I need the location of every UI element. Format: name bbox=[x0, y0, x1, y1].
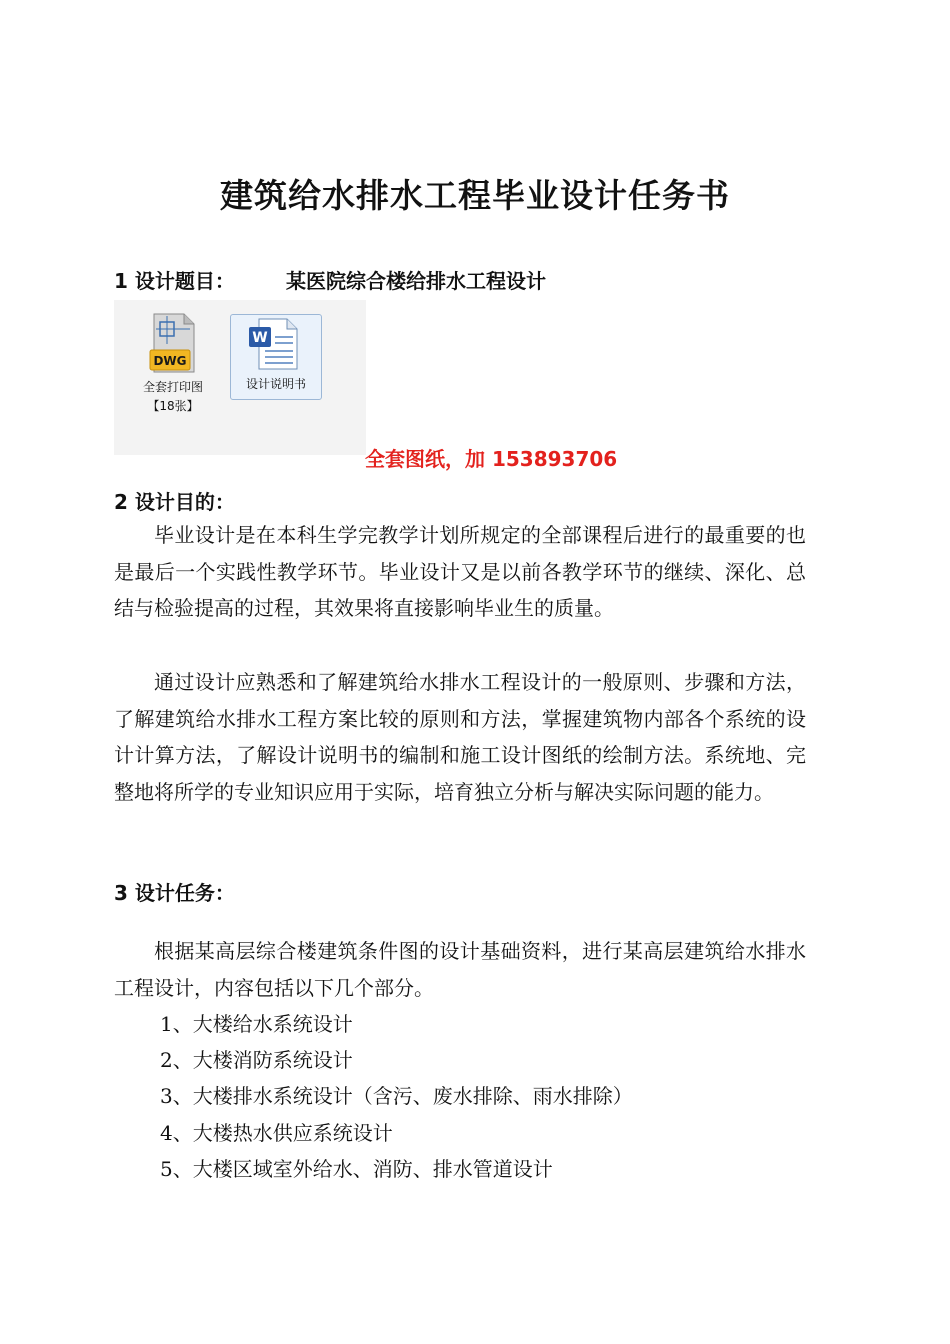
list-item: 1、大楼给水系统设计 bbox=[160, 1012, 353, 1036]
section2-heading: 2 设计目的： bbox=[114, 490, 235, 514]
section1-heading bbox=[114, 265, 546, 294]
dwg-file[interactable] bbox=[128, 310, 218, 414]
word-file-icon bbox=[231, 315, 321, 373]
dwg-badge-text: DWG bbox=[153, 354, 187, 368]
list-item: 5、大楼区域室外给水、消防、排水管道设计 bbox=[160, 1156, 553, 1181]
list-item: 3、大楼排水系统设计（含污、废水排除、雨水排除） bbox=[160, 1084, 633, 1109]
dwg-file-label-line2: 【18张】 bbox=[147, 399, 199, 413]
doc-file[interactable] bbox=[230, 314, 322, 400]
section2-paragraph-2: 通过设计应熟悉和了解建筑给水排水工程设计的一般原则、步骤和方法，了解建筑给水排水工程方案比较的原则和方法，掌握建筑物内部各个系统的设计计算方法，了解设计说明书的编制和施工设计图纸的绘制方法。系统地、完整地将所学的专业知识应用于实际，培育独立分析与解决实际问题的能力。 bbox=[114, 670, 806, 804]
svg-text:W: W bbox=[252, 330, 268, 346]
file-icons-panel bbox=[114, 300, 366, 455]
section2-paragraph-1: 毕业设计是在本科生学完教学计划所规定的全部课程后进行的最重要的也是最后一个实践性教学环节。毕业设计又是以前各教学环节的继续、深化、总结与检验提高的过程，其效果将直接影响毕业生的质量。 bbox=[114, 523, 806, 621]
section3-heading: 3 设计任务： bbox=[114, 881, 235, 905]
promo-text: 全套图纸，加 153893706 bbox=[365, 447, 618, 471]
section1-topic: 某医院综合楼给排水工程设计 bbox=[286, 269, 546, 293]
section3-intro: 根据某高层综合楼建筑条件图的设计基础资料，进行某高层建筑给水排水工程设计，内容包括以下几个部分。 bbox=[114, 939, 806, 1000]
doc-file-label: 设计说明书 bbox=[245, 377, 306, 391]
section1-number: 1 设计题目： bbox=[114, 269, 235, 293]
list-item: 2、大楼消防系统设计 bbox=[160, 1048, 353, 1073]
list-item: 4、大楼热水供应系统设计 bbox=[160, 1120, 393, 1145]
page-title: 建筑给水排水工程毕业设计任务书 bbox=[220, 176, 730, 215]
dwg-file-icon bbox=[128, 310, 218, 376]
task-list bbox=[160, 1006, 633, 1187]
dwg-file-label-line1: 全套打印图 bbox=[142, 380, 203, 394]
